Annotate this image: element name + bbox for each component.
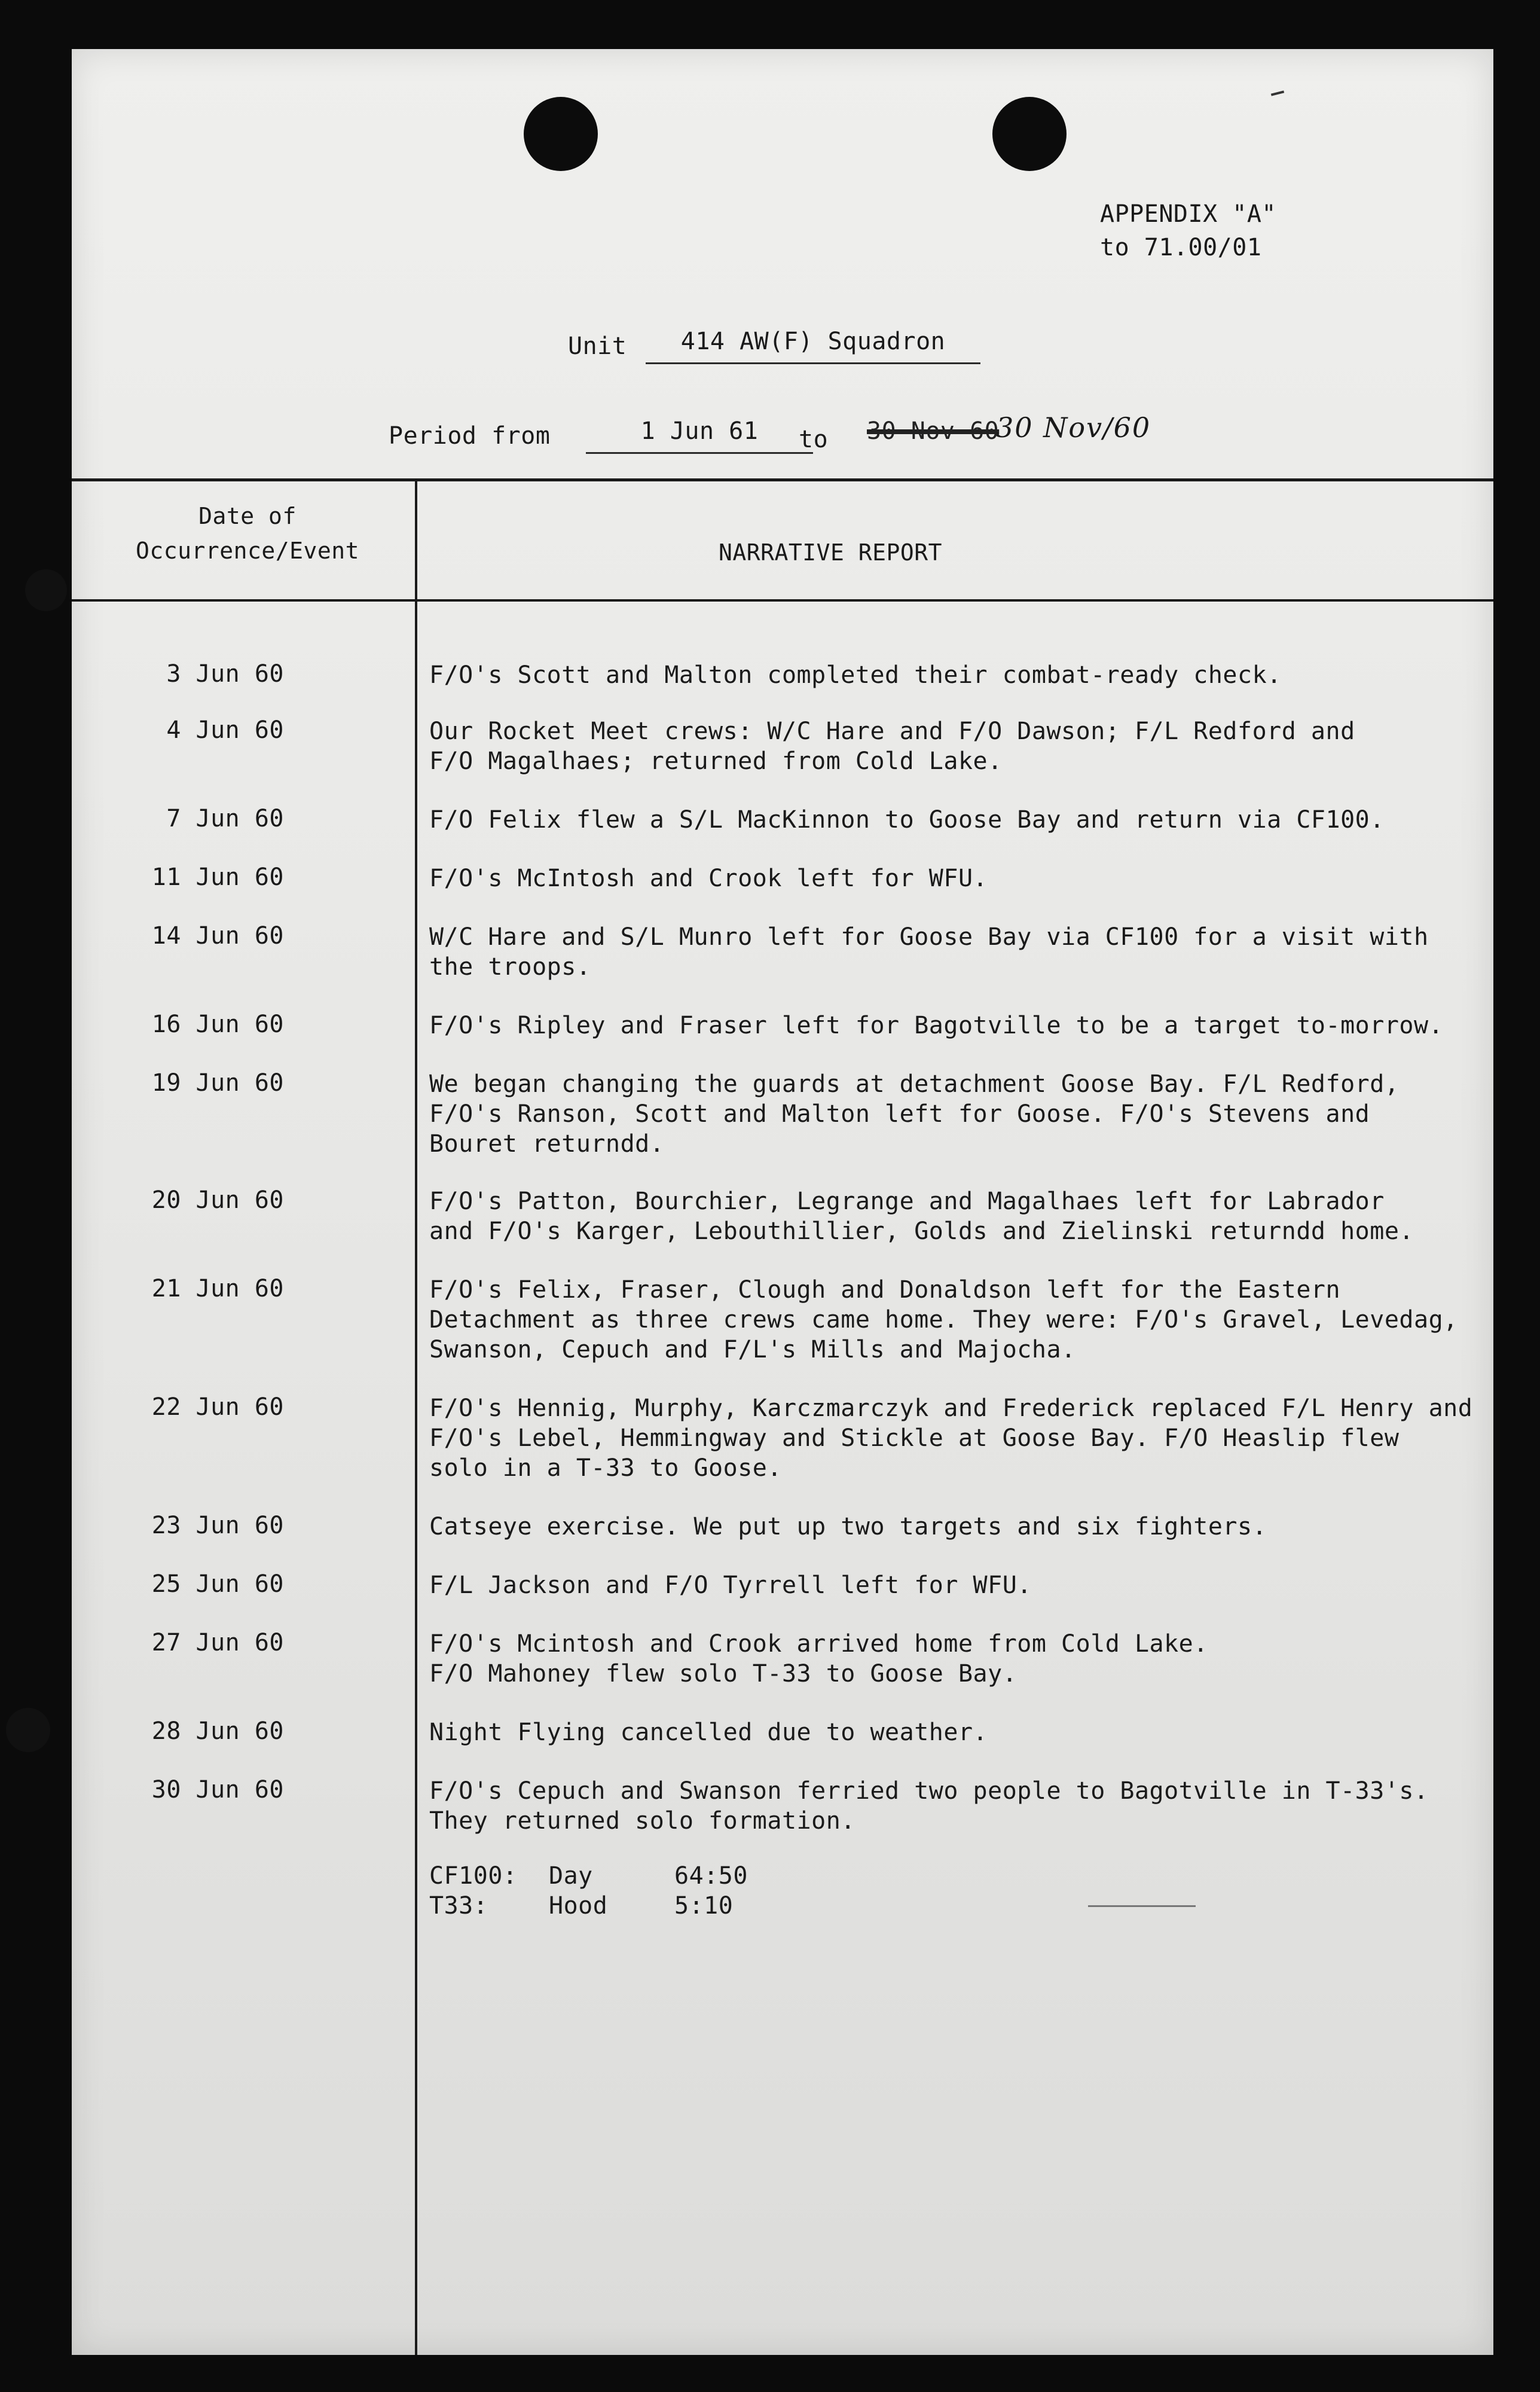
date-column-header: Date of Occurrence/Event [135,503,360,564]
row-narrative [429,805,1481,835]
narrative-line: Night Flying cancelled due to weather. [429,1719,988,1746]
totals-aircraft: CF100: [429,1862,518,1890]
row-date: 21 Jun 60 [151,1275,284,1302]
table-top-rule [72,478,1493,481]
narrative-line: We began changing the guards at detachment Goose Bay. F/L Redford, [429,1070,1400,1098]
row-date: 7 Jun 60 [166,805,284,832]
period-label: Period from [389,422,551,450]
document-page [72,49,1493,2355]
narrative-line: F/O's Mcintosh and Crook arrived home from Cold Lake. [429,1630,1208,1658]
narrative-line: Our Rocket Meet crews: W/C Hare and F/O Dawson; F/L Redford and [429,718,1355,745]
punch-hole-right [992,97,1067,171]
period-from-value: 1 Jun 61 [640,417,759,445]
row-narrative [429,922,1481,982]
appendix-reference [1100,197,1276,264]
narrative-line: Bouret returndd. [429,1130,665,1158]
narrative-line: F/O's Cepuch and Swanson ferried two people to Bagotville in T-33's. [429,1777,1429,1805]
totals-type: Hood [549,1892,608,1920]
narrative-line: F/O's Ranson, Scott and Malton left for Goose. F/O's Stevens and [429,1100,1370,1128]
period-to-handwritten-value: 30 Nov/60 [996,411,1151,444]
narrative-line: F/O's McIntosh and Crook left for WFU. [429,865,988,892]
row-date: 23 Jun 60 [151,1512,284,1539]
row-date: 19 Jun 60 [151,1069,284,1097]
row-narrative [429,1275,1481,1365]
row-narrative [429,1069,1481,1159]
narrative-line: Detachment as three crews came home. They were: F/O's Gravel, Levedag, [429,1306,1458,1334]
row-date: 25 Jun 60 [151,1570,284,1598]
row-narrative [429,660,1481,690]
row-date: 27 Jun 60 [151,1629,284,1656]
table-header-rule [72,599,1493,602]
hole-punch-mark [25,569,67,611]
narrative-line: F/O's Lebel, Hemmingway and Stickle at Goose Bay. F/O Heaslip flew [429,1424,1400,1452]
row-date: 3 Jun 60 [166,660,284,688]
period-underline [586,452,813,454]
row-date: 11 Jun 60 [151,864,284,891]
row-date: 20 Jun 60 [151,1186,284,1214]
narrative-column-header: NARRATIVE REPORT [719,539,943,566]
narrative-line: F/L Jackson and F/O Tyrrell left for WFU. [429,1572,1032,1599]
totals-hours: 5:10 [674,1892,734,1920]
narrative-line: F/O Magalhaes; returned from Cold Lake. [429,748,1003,775]
narrative-line: W/C Hare and S/L Munro left for Goose Bay via CF100 for a visit with [429,923,1429,951]
narrative-line: Swanson, Cepuch and F/L's Mills and Majocha. [429,1336,1076,1363]
row-narrative [429,1629,1481,1689]
row-narrative [429,1776,1481,1836]
row-narrative [429,1717,1481,1747]
narrative-line: F/O's Ripley and Fraser left for Bagotville to be a target to-morrow. [429,1012,1444,1039]
unit-underline [646,362,980,364]
narrative-line: F/O's Felix, Fraser, Clough and Donaldson left for the Eastern [429,1276,1341,1304]
narrative-line: F/O's Hennig, Murphy, Karczmarczyk and Frederick replaced F/L Henry and [429,1395,1473,1422]
period-to-struck-value: 30 Nov 60 [867,417,1000,445]
narrative-line: F/O Felix flew a S/L MacKinnon to Goose Bay and return via CF100. [429,806,1385,834]
hole-punch-mark [6,1708,50,1752]
row-narrative [429,716,1481,776]
row-narrative [429,1512,1481,1542]
row-narrative [429,1393,1481,1483]
totals-hours: 64:50 [674,1862,748,1890]
unit-value: 414 AW(F) Squadron [680,328,946,355]
appendix-line-1: APPENDIX "A" [1100,200,1276,228]
punch-hole-left [524,97,598,171]
narrative-line: F/O Mahoney flew solo T-33 to Goose Bay. [429,1660,1018,1688]
totals-type: Day [549,1862,593,1890]
row-narrative [429,1570,1481,1600]
row-date: 14 Jun 60 [151,922,284,950]
stray-mark [1271,90,1284,96]
narrative-line: solo in a T-33 to Goose. [429,1454,782,1482]
row-date: 4 Jun 60 [166,716,284,744]
unit-label: Unit [568,332,627,360]
narrative-line: They returned solo formation. [429,1807,855,1835]
row-narrative [429,864,1481,893]
row-date: 28 Jun 60 [151,1717,284,1745]
row-narrative [429,1011,1481,1041]
narrative-line: Catseye exercise. We put up two targets and six fighters. [429,1513,1267,1540]
row-date: 22 Jun 60 [151,1393,284,1421]
appendix-line-2: to 71.00/01 [1100,234,1262,261]
period-to-label: to [799,426,829,453]
narrative-line: and F/O's Karger, Lebouthillier, Golds and Zielinski returndd home. [429,1218,1414,1245]
row-narrative [429,1186,1481,1246]
row-date: 30 Jun 60 [151,1776,284,1804]
pen-stroke [1088,1905,1196,1907]
totals-aircraft: T33: [429,1892,488,1920]
narrative-line: F/O's Patton, Bourchier, Legrange and Magalhaes left for Labrador [429,1188,1385,1215]
table-column-divider [415,480,417,2355]
narrative-line: F/O's Scott and Malton completed their combat-ready check. [429,661,1282,689]
row-date: 16 Jun 60 [151,1011,284,1038]
narrative-line: the troops. [429,953,591,981]
